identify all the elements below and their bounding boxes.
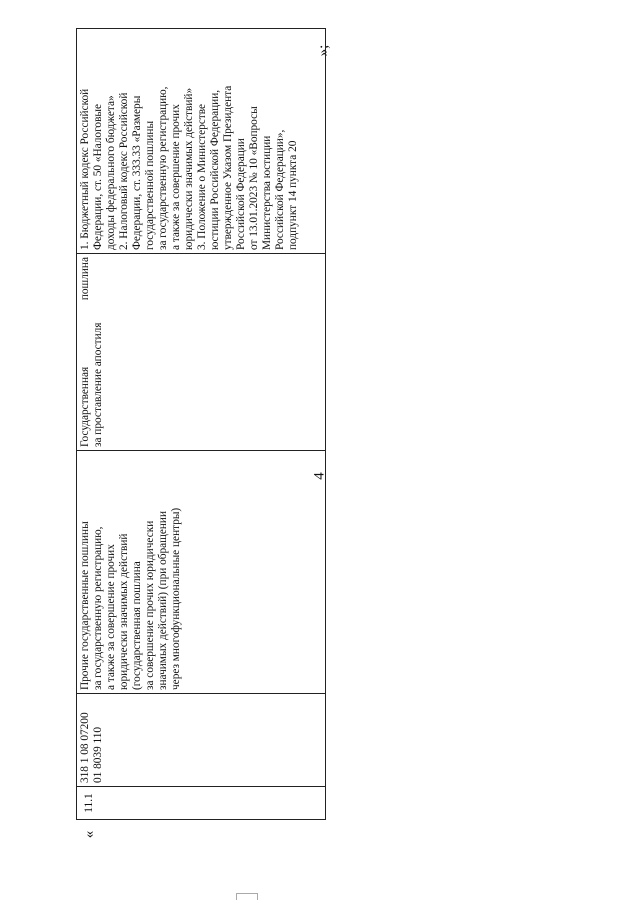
legal-basis-line: от 13.01.2023 № 10 «Вопросы [248, 106, 260, 250]
payment-name-cell [77, 254, 326, 451]
description-line: Прочие государственные пошлины [79, 521, 91, 690]
description-line: юридически значимых действий [118, 533, 130, 690]
legal-basis-line: доходы федерального бюджета» [105, 95, 117, 250]
description-line: значимых действий) (при обращении [157, 510, 169, 690]
legal-basis-line: юридически значимых действий» [183, 87, 195, 250]
legal-basis-line: Федерации, ст. 333.33 «Размеры [131, 95, 143, 250]
payment-name-word: Государственная [79, 366, 91, 447]
legal-basis-line: Российской Федерации», [274, 129, 286, 250]
payment-name-first-line [79, 257, 92, 447]
legal-basis-line: 2. Налоговый кодекс Российской [118, 92, 130, 250]
code-line: 01 8039 110 [92, 726, 104, 783]
income-description-cell [77, 451, 326, 694]
closing-quote: »; [315, 44, 332, 57]
legal-basis-line: подпункт 14 пункта 20 [287, 140, 299, 250]
page-number: 4 [311, 472, 328, 480]
legal-basis-line: государственной пошлины [144, 120, 156, 250]
description-line: (государственная пошлина [131, 561, 143, 690]
rotated-table-container [76, 64, 326, 820]
legal-basis-line: а также за совершение прочих [170, 104, 182, 250]
classification-code-cell [77, 694, 326, 787]
payment-name-line: за проставление апостиля [92, 322, 104, 447]
budget-classification-table [76, 28, 326, 820]
table-row [77, 29, 326, 820]
legal-basis-line: юстиции Российской Федерации, [209, 89, 221, 250]
legal-basis-line: 1. Бюджетный кодекс Российской [79, 88, 91, 250]
legal-basis-line: за государственную регистрацию, [157, 86, 169, 250]
legal-basis-line: утвержденное Указом Президента [222, 85, 234, 250]
payment-name-word: пошлина [79, 257, 91, 301]
legal-basis-line: Министерства юстиции [261, 135, 273, 250]
code-line: 318 1 08 07200 [79, 712, 91, 783]
description-line: через многофункциональные центры) [170, 507, 182, 690]
legal-basis-line: 3. Положение о Министерстве [196, 103, 208, 250]
description-line: за государственную регистрацию, [92, 526, 104, 690]
legal-basis-line: Российской Федерации [235, 138, 247, 250]
description-line: за совершение прочих юридически [144, 520, 156, 690]
scan-artifact [236, 893, 258, 900]
description-line: а также за совершение прочих [105, 544, 117, 690]
legal-basis-cell [77, 29, 326, 254]
legal-basis-line: Федерации, ст. 50 «Налоговые [92, 103, 104, 250]
row-number: 11.1 [77, 787, 326, 820]
opening-quote: « [81, 830, 98, 839]
